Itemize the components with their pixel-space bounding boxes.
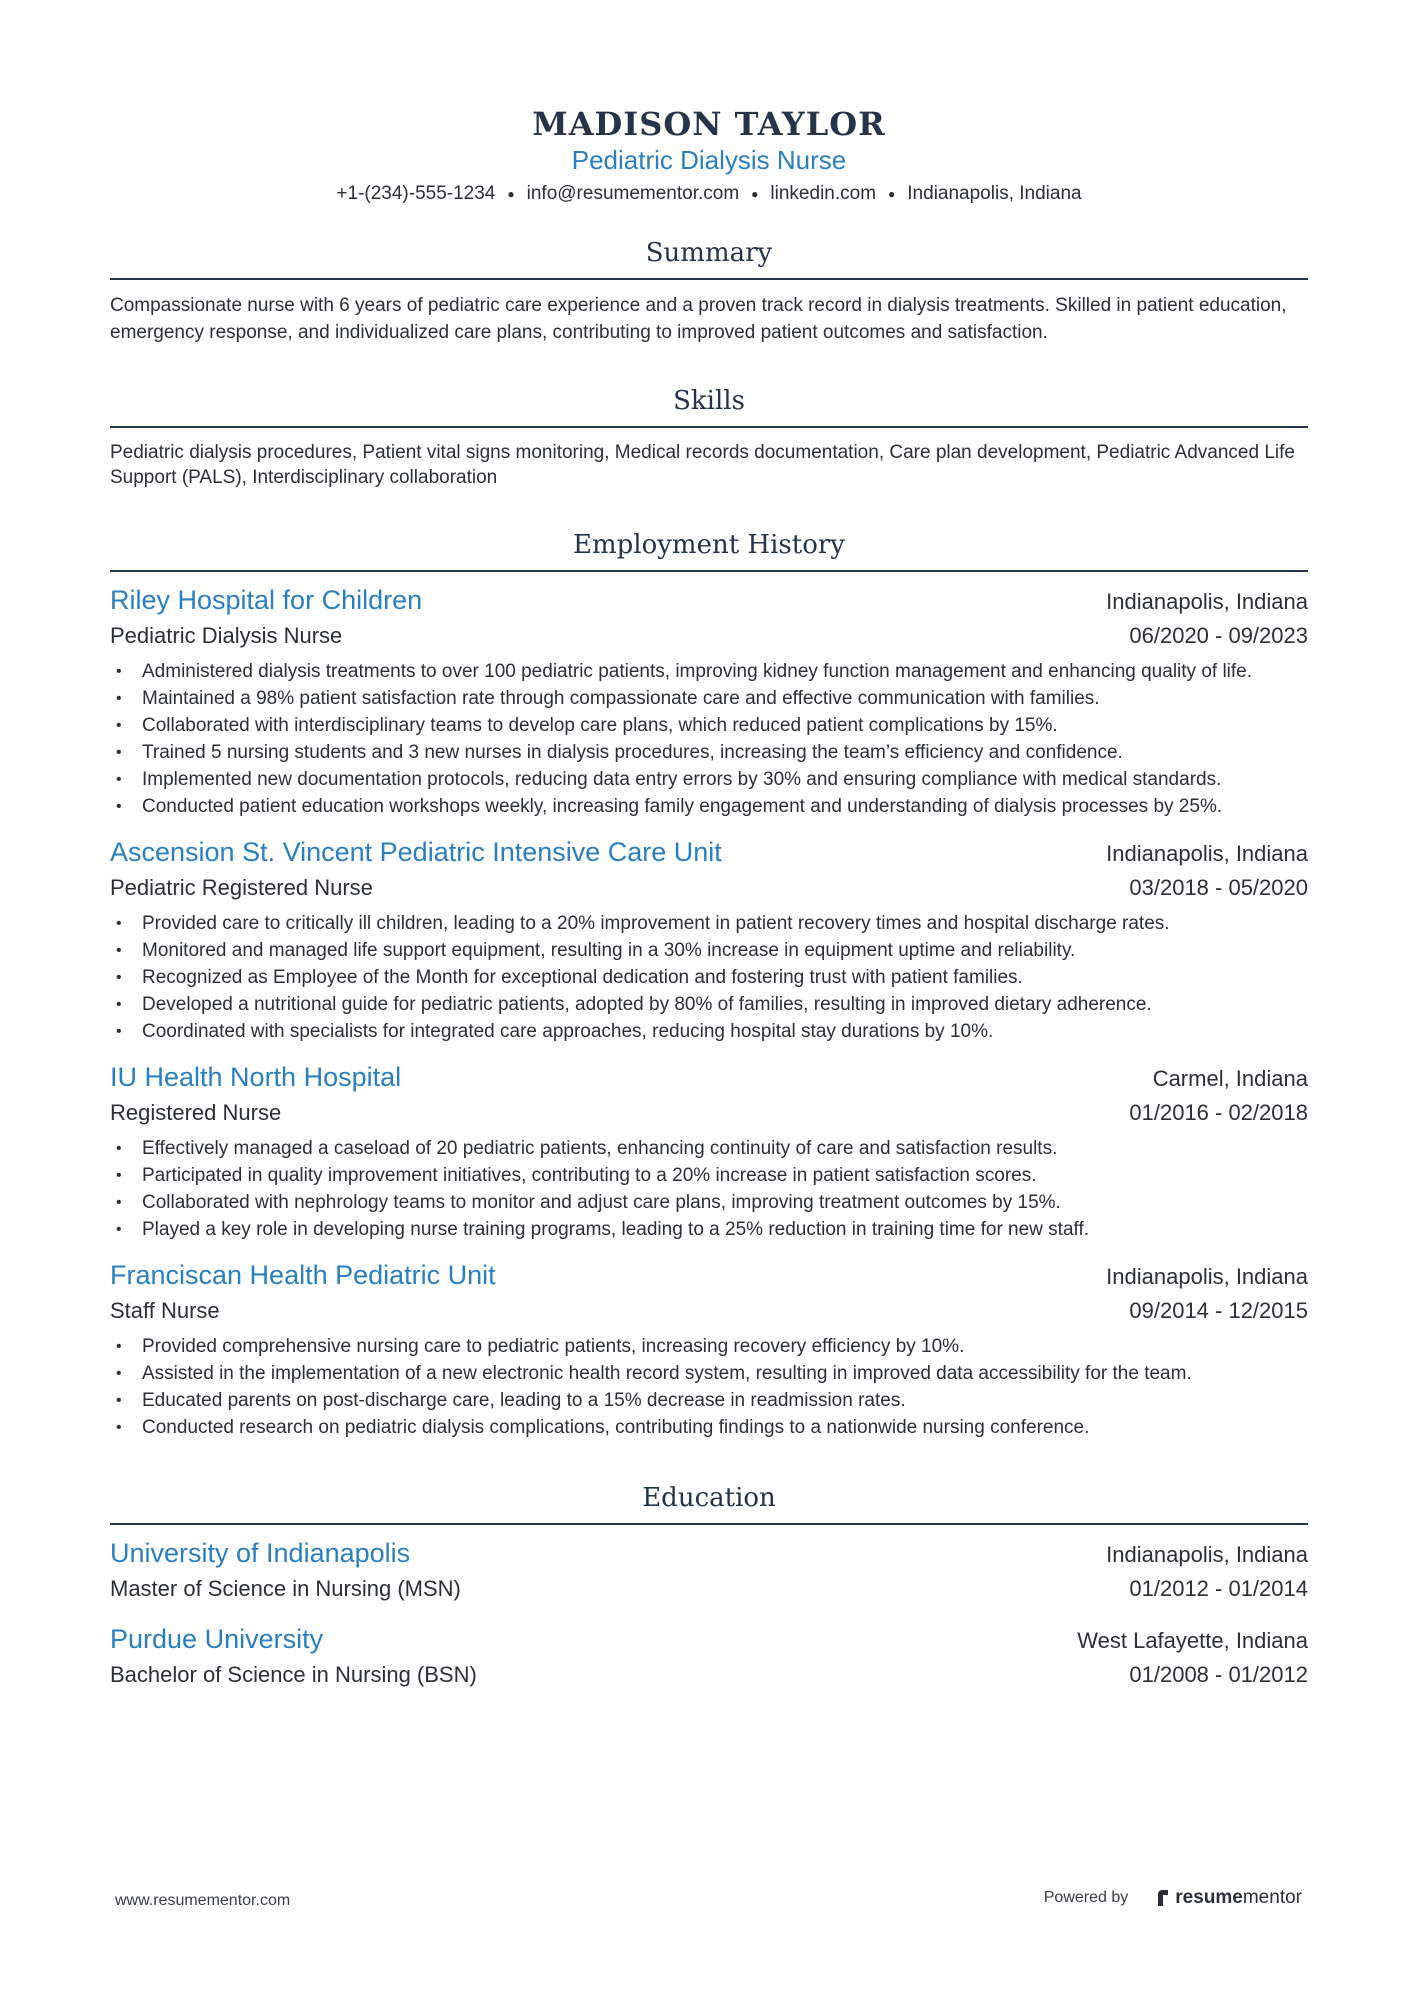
degree: Master of Science in Nursing (MSN) [110,1576,461,1602]
degree: Bachelor of Science in Nursing (BSN) [110,1662,477,1688]
job-employer: Riley Hospital for Children [110,585,423,616]
job-bullets [110,658,1308,820]
job-role: Pediatric Dialysis Nurse [110,623,343,649]
resumementor-logo[interactable] [1156,1887,1302,1909]
brand-part-a: resume [1175,1887,1243,1908]
footer-branding [1044,1887,1302,1909]
education-dates: 01/2008 - 01/2012 [1129,1662,1308,1688]
skills-text: Pediatric dialysis procedures, Patient vital signs monitoring, Medical records documentation, Care plan development, Pediatric Advanced Life Support (PALS), Interdisciplinary collaboration [110,442,1295,489]
contact-email[interactable]: info@resumementor.com [526,183,740,205]
job-dates: 01/2016 - 02/2018 [1129,1100,1308,1126]
list-item: • Participated in quality improvement initiatives, contributing to a 20% increase in patient satisfaction scores. [110,1162,1308,1189]
list-item: • Conducted research on pediatric dialysis complications, contributing findings to a nationwide nursing conference. [110,1414,1308,1441]
job-role: Registered Nurse [110,1100,282,1126]
list-item: • Collaborated with nephrology teams to monitor and adjust care plans, improving treatment outcomes by 15%. [110,1189,1308,1216]
job-bullets [110,1135,1308,1243]
education-section [110,1481,1308,1691]
section-divider [110,278,1308,280]
job-role: Staff Nurse [110,1298,220,1324]
list-item: • Assisted in the implementation of a new electronic health record system, resulting in improved data accessibility for the team. [110,1360,1308,1387]
job-entry [110,1257,1308,1441]
education-dates: 01/2012 - 01/2014 [1129,1576,1308,1602]
list-item: • Effectively managed a caseload of 20 pediatric patients, enhancing continuity of care and satisfaction results. [110,1135,1308,1162]
footer-website[interactable]: www.resumementor.com [115,1892,291,1909]
job-location: Indianapolis, Indiana [1106,1264,1308,1290]
summary-section [110,236,1308,346]
candidate-title: Pediatric Dialysis Nurse [571,145,847,175]
section-divider [110,570,1308,572]
education-entry [110,1535,1308,1605]
list-item: • Maintained a 98% patient satisfaction rate through compassionate care and effective communication with families. [110,685,1308,712]
list-item: • Developed a nutritional guide for pediatric patients, adopted by 80% of families, resulting in improved dietary adherence. [110,991,1308,1018]
list-item: • Recognized as Employee of the Month for exceptional dedication and fostering trust with patient families. [110,964,1308,991]
job-entry [110,834,1308,1045]
school-name: Purdue University [110,1624,324,1655]
list-item: • Administered dialysis treatments to over 100 pediatric patients, improving kidney function management and enhancing quality of life. [110,658,1308,685]
section-divider [110,426,1308,428]
job-employer: IU Health North Hospital [110,1062,402,1093]
powered-by-label: Powered by [1043,1889,1129,1906]
education-entry [110,1621,1308,1691]
job-employer: Ascension St. Vincent Pediatric Intensive Care Unit [110,837,722,868]
job-dates: 03/2018 - 05/2020 [1129,875,1308,901]
list-item: • Played a key role in developing nurse training programs, leading to a 25% reduction in training time for new staff. [110,1216,1308,1243]
job-entry [110,582,1308,820]
summary-text: Compassionate nurse with 6 years of pediatric care experience and a proven track record in dialysis treatments. Skilled in patient education, emergency response, and individualized care plans, contributing to improved patient outcomes and satisfaction. [110,295,1287,344]
list-item: • Collaborated with interdisciplinary teams to develop care plans, which reduced patient complications by 15%. [110,712,1308,739]
bullet-separator: ● [507,187,515,201]
job-location: Indianapolis, Indiana [1106,841,1308,867]
job-bullets [110,1333,1308,1441]
section-title-summary: Summary [645,238,773,269]
job-employer: Franciscan Health Pediatric Unit [110,1260,496,1291]
section-divider [110,1523,1308,1525]
skills-section [110,384,1308,490]
contact-location: Indianapolis, Indiana [907,183,1082,205]
contact-line [110,180,1308,208]
brand-part-b: mentor [1242,1887,1302,1908]
job-dates: 06/2020 - 09/2023 [1129,623,1308,649]
list-item: • Provided care to critically ill children, leading to a 20% improvement in patient recovery times and hospital discharge rates. [110,910,1308,937]
list-item: • Implemented new documentation protocols, reducing data entry errors by 30% and ensuring compliance with medical standards. [110,766,1308,793]
job-role: Pediatric Registered Nurse [110,875,373,901]
contact-phone: +1-(234)-555-1234 [336,183,496,205]
bullet-separator: ● [888,187,896,201]
employment-section [110,528,1308,1441]
candidate-name: MADISON TAYLOR [532,105,886,143]
job-bullets [110,910,1308,1045]
contact-linkedin[interactable]: linkedin.com [770,183,877,205]
job-location: Indianapolis, Indiana [1106,589,1308,615]
list-item: • Provided comprehensive nursing care to pediatric patients, increasing recovery efficiency by 10%. [110,1333,1308,1360]
resume-header [110,0,1308,208]
section-title-skills: Skills [673,386,745,417]
job-entry [110,1059,1308,1243]
list-item: • Trained 5 nursing students and 3 new nurses in dialysis procedures, increasing the team’s efficiency and confidence. [110,739,1308,766]
list-item: • Conducted patient education workshops weekly, increasing family engagement and understanding of dialysis processes by 25%. [110,793,1308,820]
school-location: Indianapolis, Indiana [1106,1542,1308,1568]
list-item: • Educated parents on post-discharge care, leading to a 15% decrease in readmission rates. [110,1387,1308,1414]
resume-page [110,0,1308,1691]
bullet-separator: ● [751,187,759,201]
section-title-employment: Employment History [573,530,845,561]
list-item: • Monitored and managed life support equipment, resulting in a 30% increase in equipment uptime and reliability. [110,937,1308,964]
job-dates: 09/2014 - 12/2015 [1129,1298,1308,1324]
list-item: • Coordinated with specialists for integrated care approaches, reducing hospital stay durations by 10%. [110,1018,1308,1045]
resumementor-logo-icon [1156,1889,1170,1907]
job-location: Carmel, Indiana [1152,1066,1308,1092]
section-title-education: Education [642,1483,776,1514]
school-location: West Lafayette, Indiana [1077,1628,1308,1654]
school-name: University of Indianapolis [110,1538,411,1569]
